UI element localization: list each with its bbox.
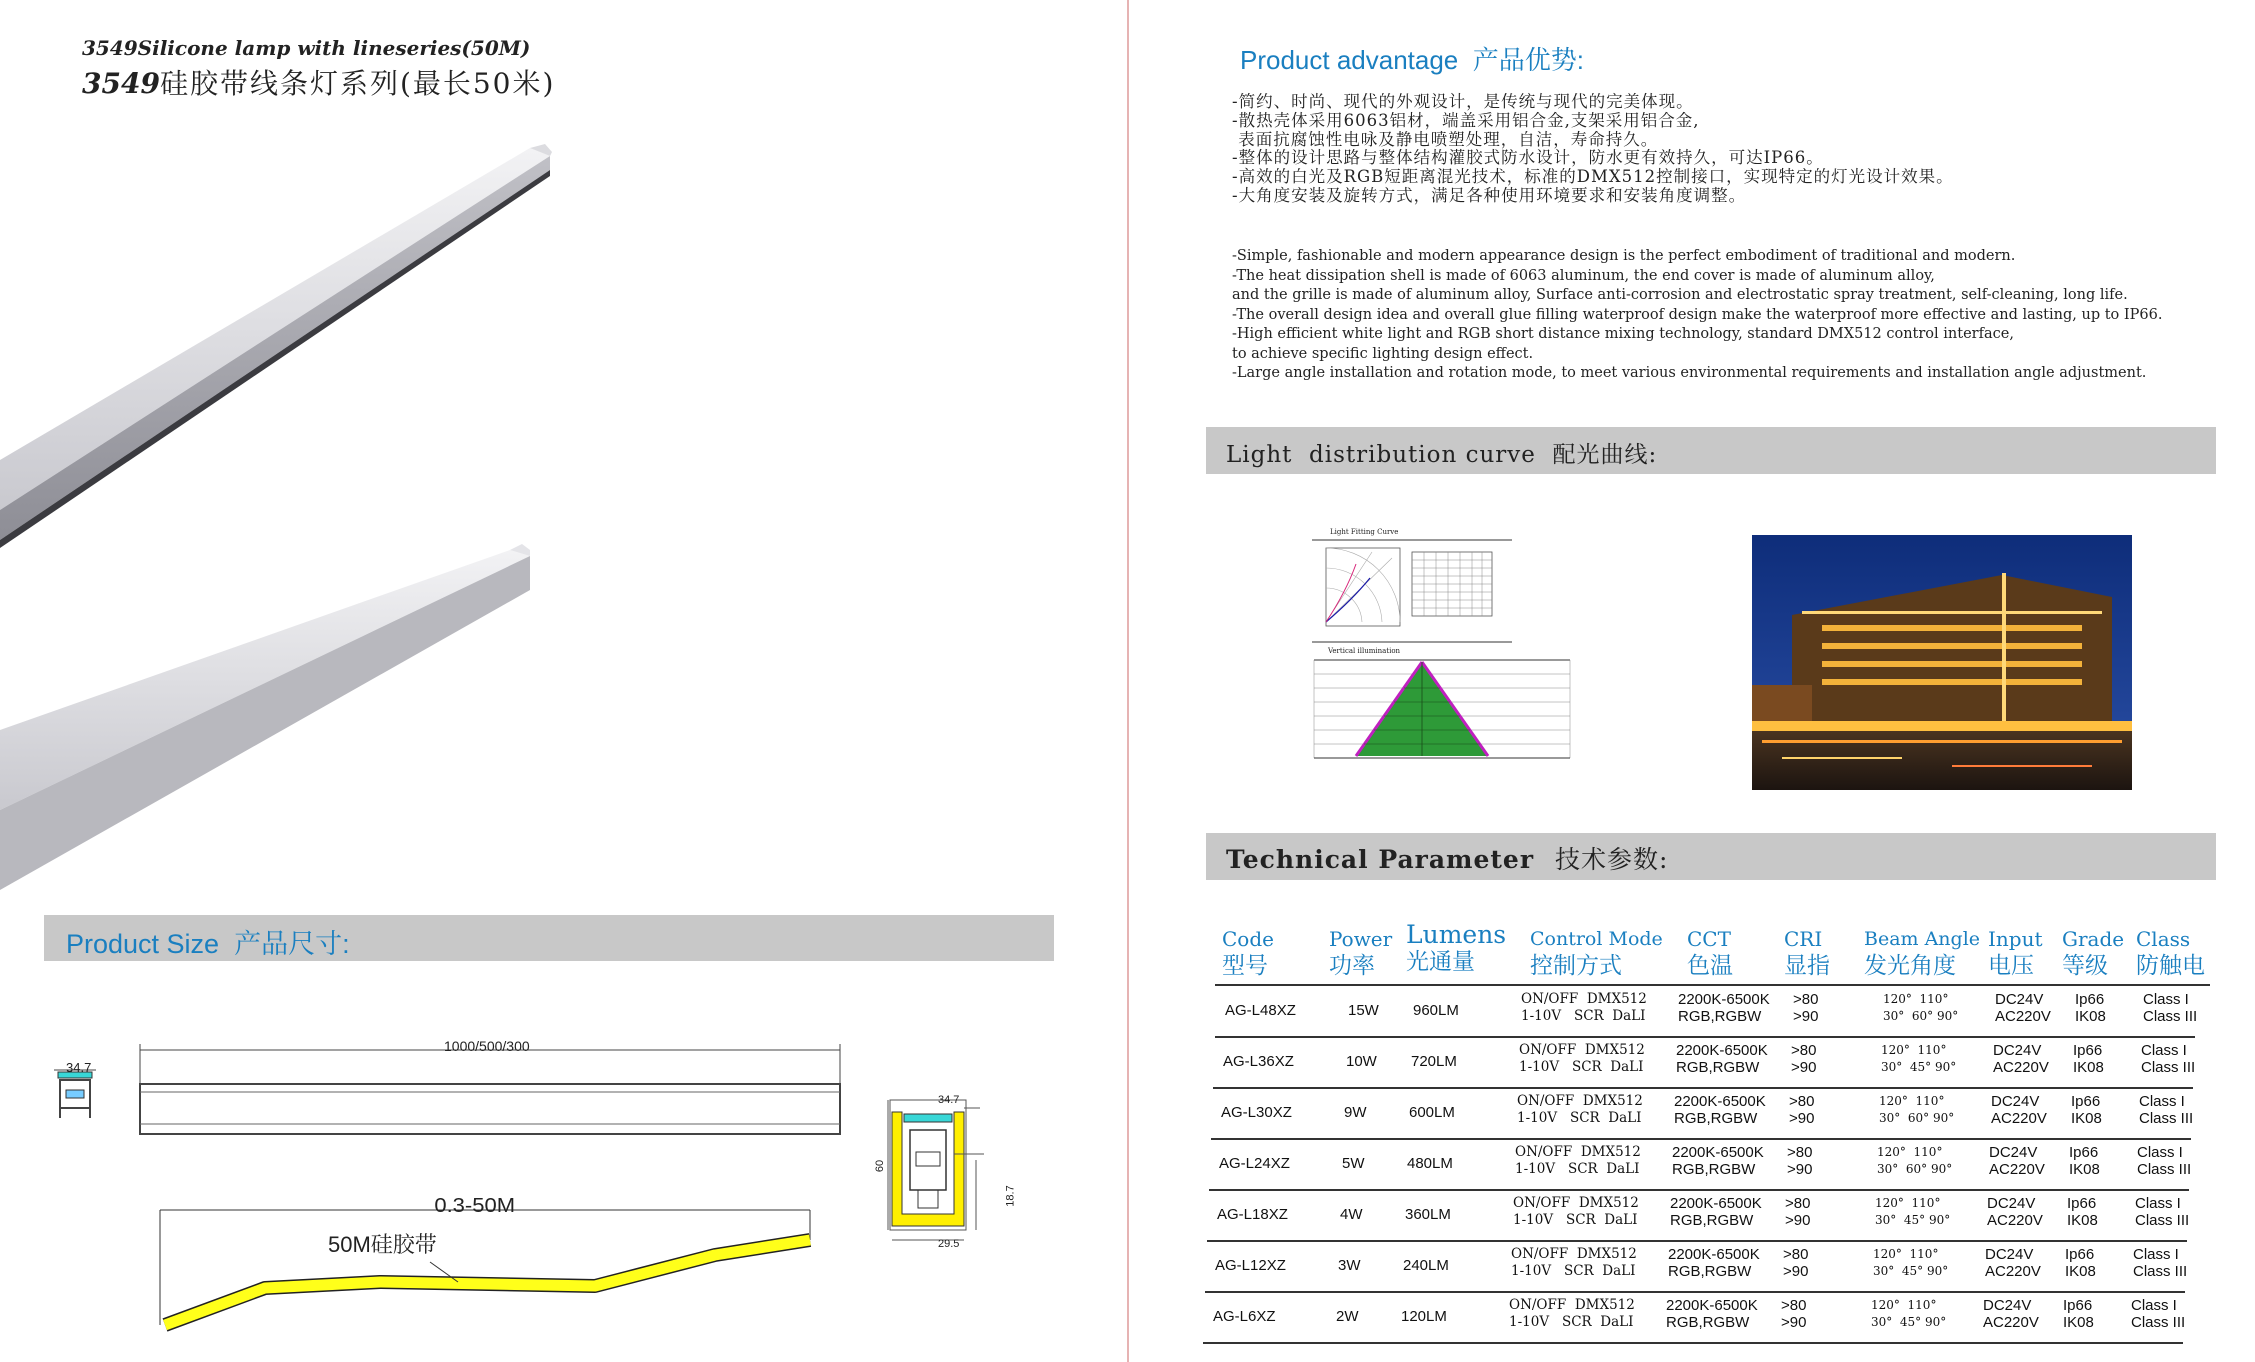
table-cell-cct1 bbox=[1674, 1093, 1766, 1127]
table-cell-ctrl1 bbox=[1517, 1093, 1643, 1127]
header-beam bbox=[1864, 926, 1980, 978]
advantage-en-line: -The overall design idea and overall glue filling waterproof design make the waterproof more effective and lasting, up to IP66. bbox=[1232, 306, 2163, 323]
header-grade bbox=[2062, 926, 2124, 978]
table-cell-lumens: 600LM bbox=[1409, 1104, 1455, 1121]
header-en: Beam Angle bbox=[1864, 928, 1981, 950]
header-en: Class bbox=[2136, 927, 2191, 951]
table-cell-ctrl1 bbox=[1509, 1297, 1635, 1331]
table-cell-cri1 bbox=[1791, 1042, 1816, 1076]
table-cell-line: >80 bbox=[1789, 1093, 1815, 1110]
table-cell-code: AG-L18XZ bbox=[1217, 1206, 1288, 1223]
table-cell-line: Ip66 bbox=[2071, 1093, 2101, 1110]
table-cell-in1 bbox=[1991, 1093, 2047, 1127]
header-cct bbox=[1687, 926, 1733, 978]
advantage-cn-block bbox=[1232, 93, 1954, 206]
table-row bbox=[1205, 1241, 2188, 1293]
vertical-caption: Vertical illumination bbox=[1328, 647, 1401, 655]
table-cell-line: RGB,RGBW bbox=[1674, 1110, 1758, 1127]
table-cell-line: 30° 45° 90° bbox=[1873, 1264, 1949, 1278]
table-cell-line: 120° 110° bbox=[1879, 1094, 1945, 1108]
table-cell-line: Class I bbox=[2137, 1144, 2183, 1161]
table-cell-line: Ip66 bbox=[2063, 1297, 2093, 1314]
table-cell-line: 30° 45° 90° bbox=[1881, 1060, 1957, 1074]
table-cell-line: Class III bbox=[2143, 1008, 2198, 1025]
table-cell-line: 120° 110° bbox=[1871, 1298, 1937, 1312]
header-cri bbox=[1784, 926, 1830, 978]
vertical-illumination bbox=[1274, 656, 1574, 761]
header-en: CRI bbox=[1784, 927, 1823, 951]
table-cell-line: Class I bbox=[2131, 1297, 2177, 1314]
table-row bbox=[1203, 1292, 2186, 1344]
table-row bbox=[1209, 1139, 2192, 1191]
table-cell-line: DC24V bbox=[1991, 1093, 2040, 1110]
table-cell-g1 bbox=[2067, 1195, 2098, 1229]
table-cell-cct1 bbox=[1672, 1144, 1764, 1178]
table-cell-ctrl1 bbox=[1519, 1042, 1645, 1076]
table-cell-line: Class III bbox=[2137, 1161, 2192, 1178]
header-cn: 发光角度 bbox=[1864, 952, 1956, 978]
header-cn: 等级 bbox=[2062, 952, 2108, 978]
table-cell-beam1 bbox=[1881, 1042, 1956, 1076]
table-cell-line: IK08 bbox=[2067, 1212, 2098, 1229]
table-cell-line: DC24V bbox=[1995, 991, 2044, 1008]
table-cell-line: AC220V bbox=[1985, 1263, 2041, 1280]
header-cn: 显指 bbox=[1784, 952, 1830, 978]
table-cell-line: ON/OFF DMX512 bbox=[1521, 991, 1647, 1007]
table-cell-line: ON/OFF DMX512 bbox=[1511, 1246, 1637, 1262]
header-cn: 防触电 bbox=[2136, 952, 2205, 978]
header-cn: 色温 bbox=[1687, 952, 1733, 978]
header-en: Code bbox=[1222, 927, 1274, 951]
cross-section-small bbox=[54, 1070, 96, 1118]
table-cell-line: Class III bbox=[2135, 1212, 2190, 1229]
table-cell-line: ON/OFF DMX512 bbox=[1515, 1144, 1641, 1160]
table-cell-cct1 bbox=[1666, 1297, 1758, 1331]
table-cell-line: IK08 bbox=[2073, 1059, 2104, 1076]
table-cell-c1 bbox=[2141, 1042, 2195, 1076]
profile-bottom-label: 29.5 bbox=[938, 1238, 960, 1250]
header-en: Grade bbox=[2062, 927, 2125, 951]
table-cell-in1 bbox=[1995, 991, 2051, 1025]
table-cell-line: 1-10V SCR DaLI bbox=[1511, 1263, 1636, 1279]
table-cell-cct1 bbox=[1670, 1195, 1762, 1229]
technical-title bbox=[1226, 840, 1668, 876]
table-cell-line: AC220V bbox=[1983, 1314, 2039, 1331]
table-cell-line: IK08 bbox=[2065, 1263, 2096, 1280]
header-cn: 电压 bbox=[1988, 952, 2034, 978]
table-cell-lumens: 360LM bbox=[1405, 1206, 1451, 1223]
table-cell-line: >90 bbox=[1783, 1263, 1809, 1280]
table-cell-power: 5W bbox=[1342, 1155, 1365, 1172]
advantage-en-line: -Simple, fashionable and modern appearance design is the perfect embodiment of traditional and modern. bbox=[1232, 248, 2016, 264]
table-cell-line: IK08 bbox=[2063, 1314, 2094, 1331]
table-cell-power: 2W bbox=[1336, 1308, 1359, 1325]
table-cell-line: Class III bbox=[2133, 1263, 2188, 1280]
product-size-title: Product Size 产品尺寸: bbox=[66, 929, 350, 959]
product-image bbox=[0, 130, 580, 890]
table-cell-c1 bbox=[2135, 1195, 2189, 1229]
strip-length-label: 0.3-50M bbox=[434, 1195, 516, 1217]
title-cn-text: 硅胶带线条灯系列(最长50米) bbox=[159, 67, 556, 100]
advantage-en-block bbox=[1232, 247, 2162, 384]
table-cell-line: Class III bbox=[2139, 1110, 2194, 1127]
page-divider bbox=[1127, 0, 1129, 1362]
table-cell-ctrl1 bbox=[1513, 1195, 1639, 1229]
advantage-cn-line: -大角度安装及旋转方式，满足各种使用环境要求和安装角度调整。 bbox=[1232, 185, 1747, 205]
table-cell-line: Class I bbox=[2141, 1042, 2187, 1059]
title-cn bbox=[82, 62, 555, 102]
table-cell-code: AG-L12XZ bbox=[1215, 1257, 1286, 1274]
table-cell-line: AC220V bbox=[1993, 1059, 2049, 1076]
table-cell-line: >90 bbox=[1787, 1161, 1813, 1178]
table-cell-line: >90 bbox=[1791, 1059, 1817, 1076]
table-cell-line: 30° 60° 90° bbox=[1883, 1009, 1959, 1023]
table-cell-lumens: 480LM bbox=[1407, 1155, 1453, 1172]
table-cell-line: >80 bbox=[1793, 991, 1819, 1008]
table-cell-line: Class I bbox=[2135, 1195, 2181, 1212]
table-cell-line: ON/OFF DMX512 bbox=[1509, 1297, 1635, 1313]
table-cell-lumens: 120LM bbox=[1401, 1308, 1447, 1325]
lamp-bar-lower bbox=[0, 544, 530, 890]
table-cell-lumens: 720LM bbox=[1411, 1053, 1457, 1070]
table-cell-line: ON/OFF DMX512 bbox=[1513, 1195, 1639, 1211]
table-cell-line: 2200K-6500K bbox=[1676, 1042, 1768, 1059]
table-cell-line: DC24V bbox=[1983, 1297, 2032, 1314]
strip-drawing bbox=[150, 1200, 830, 1340]
profile-top-label: 34.7 bbox=[938, 1094, 960, 1106]
table-cell-cct1 bbox=[1678, 991, 1770, 1025]
table-cell-beam1 bbox=[1877, 1144, 1952, 1178]
table-cell-power: 9W bbox=[1344, 1104, 1367, 1121]
table-cell-line: >80 bbox=[1787, 1144, 1813, 1161]
table-cell-line: >80 bbox=[1783, 1246, 1809, 1263]
table-cell-in1 bbox=[1989, 1144, 2045, 1178]
header-control bbox=[1530, 926, 1663, 978]
table-cell-c1 bbox=[2131, 1297, 2185, 1331]
table-cell-in1 bbox=[1983, 1297, 2039, 1331]
table-cell-line: DC24V bbox=[1993, 1042, 2042, 1059]
table-cell-line: 1-10V SCR DaLI bbox=[1521, 1008, 1646, 1024]
table-cell-line: Ip66 bbox=[2069, 1144, 2099, 1161]
table-cell-line: 1-10V SCR DaLI bbox=[1519, 1059, 1644, 1075]
table-cell-c1 bbox=[2139, 1093, 2193, 1127]
advantage-cn-line: -整体的设计思路与整体结构灌胶式防水设计，防水更有效持久，可达IP66。 bbox=[1232, 148, 1824, 168]
advantage-en-line: -Large angle installation and rotation mode, to meet various environmental requirements and installation angle adjustment. bbox=[1232, 365, 2147, 381]
table-cell-line: >80 bbox=[1785, 1195, 1811, 1212]
table-cell-line: AC220V bbox=[1991, 1110, 2047, 1127]
table-cell-code: AG-L24XZ bbox=[1219, 1155, 1290, 1172]
advantage-cn-line: 表面抗腐蚀性电咏及静电喷塑处理，自洁，寿命持久。 bbox=[1232, 129, 1659, 149]
advantage-en-line: -The heat dissipation shell is made of 6063 aluminum, the end cover is made of aluminum alloy, bbox=[1232, 267, 1935, 284]
table-cell-power: 15W bbox=[1348, 1002, 1379, 1019]
dim-width-label: 34.7 bbox=[66, 1060, 92, 1075]
table-cell-line: RGB,RGBW bbox=[1670, 1212, 1754, 1229]
technical-title-cn: 技术参数: bbox=[1554, 845, 1669, 874]
table-cell-power: 4W bbox=[1340, 1206, 1363, 1223]
table-cell-line: Class III bbox=[2131, 1314, 2186, 1331]
header-cn: 光通量 bbox=[1406, 948, 1475, 974]
profile-inner-label: 18.7 bbox=[1004, 1185, 1017, 1207]
header-en: Lumens bbox=[1406, 920, 1507, 949]
table-cell-line: IK08 bbox=[2075, 1008, 2106, 1025]
table-row bbox=[1211, 1088, 2194, 1140]
header-en: Input bbox=[1988, 927, 2043, 951]
table-cell-line: 2200K-6500K bbox=[1670, 1195, 1762, 1212]
table-cell-line: >80 bbox=[1791, 1042, 1817, 1059]
header-input bbox=[1988, 926, 2043, 978]
table-cell-cri1 bbox=[1787, 1144, 1812, 1178]
table-cell-line: 120° 110° bbox=[1881, 1043, 1947, 1057]
table-cell-c1 bbox=[2133, 1246, 2187, 1280]
table-cell-line: DC24V bbox=[1987, 1195, 2036, 1212]
table-cell-beam1 bbox=[1875, 1195, 1950, 1229]
table-cell-line: RGB,RGBW bbox=[1678, 1008, 1762, 1025]
table-cell-line: Class I bbox=[2143, 991, 2189, 1008]
light-distribution-title: Light distribution curve 配光曲线: bbox=[1226, 442, 1658, 468]
table-cell-line: IK08 bbox=[2071, 1110, 2102, 1127]
table-cell-code: AG-L48XZ bbox=[1225, 1002, 1296, 1019]
table-cell-code: AG-L6XZ bbox=[1213, 1308, 1276, 1325]
table-row bbox=[1215, 986, 2198, 1038]
table-cell-line: >90 bbox=[1785, 1212, 1811, 1229]
table-cell-line: 1-10V SCR DaLI bbox=[1509, 1314, 1634, 1330]
table-cell-line: 30° 45° 90° bbox=[1875, 1213, 1951, 1227]
curve-caption: Light Fitting Curve bbox=[1330, 528, 1399, 536]
table-cell-line: 2200K-6500K bbox=[1678, 991, 1770, 1008]
table-cell-line: 2200K-6500K bbox=[1672, 1144, 1764, 1161]
strip-name-label: 50M硅胶带 bbox=[328, 1232, 437, 1257]
table-cell-g1 bbox=[2069, 1144, 2100, 1178]
title-cn-number: 3549 bbox=[82, 67, 160, 100]
table-cell-line: Class I bbox=[2133, 1246, 2179, 1263]
header-en: CCT bbox=[1687, 927, 1731, 951]
header-cn: 型号 bbox=[1222, 952, 1268, 978]
table-cell-ctrl1 bbox=[1521, 991, 1647, 1025]
light-fitting-curve bbox=[1312, 538, 1512, 648]
table-cell-line: Ip66 bbox=[2067, 1195, 2097, 1212]
table-cell-in1 bbox=[1993, 1042, 2049, 1076]
table-cell-line: DC24V bbox=[1985, 1246, 2034, 1263]
table-cell-line: RGB,RGBW bbox=[1672, 1161, 1756, 1178]
table-cell-line: 1-10V SCR DaLI bbox=[1515, 1161, 1640, 1177]
profile-drawing bbox=[880, 1090, 1060, 1250]
header-en: Power bbox=[1329, 927, 1393, 951]
table-cell-g1 bbox=[2063, 1297, 2094, 1331]
table-cell-line: 1-10V SCR DaLI bbox=[1517, 1110, 1642, 1126]
technical-title-en: Technical Parameter bbox=[1226, 845, 1535, 874]
table-cell-line: 2200K-6500K bbox=[1674, 1093, 1766, 1110]
table-cell-line: 1-10V SCR DaLI bbox=[1513, 1212, 1638, 1228]
table-cell-cri1 bbox=[1789, 1093, 1814, 1127]
table-cell-line: >90 bbox=[1789, 1110, 1815, 1127]
table-cell-line: ON/OFF DMX512 bbox=[1517, 1093, 1643, 1109]
table-cell-line: >90 bbox=[1781, 1314, 1807, 1331]
table-row bbox=[1207, 1190, 2190, 1242]
table-cell-line: AC220V bbox=[1987, 1212, 2043, 1229]
table-cell-line: AC220V bbox=[1989, 1161, 2045, 1178]
table-cell-beam1 bbox=[1879, 1093, 1954, 1127]
profile-height-label: 60 bbox=[874, 1159, 887, 1173]
table-cell-code: AG-L30XZ bbox=[1221, 1104, 1292, 1121]
advantage-cn-line: -高效的白光及RGB短距离混光技术，标准的DMX512控制接口，实现特定的灯光设计效果。 bbox=[1232, 167, 1954, 187]
header-lumens bbox=[1406, 922, 1506, 974]
table-cell-line: 30° 60° 90° bbox=[1877, 1162, 1953, 1176]
table-cell-line: ON/OFF DMX512 bbox=[1519, 1042, 1645, 1058]
table-cell-lumens: 240LM bbox=[1403, 1257, 1449, 1274]
table-cell-g1 bbox=[2073, 1042, 2104, 1076]
table-cell-cct1 bbox=[1668, 1246, 1760, 1280]
table-cell-line: 30° 60° 90° bbox=[1879, 1111, 1955, 1125]
table-cell-beam1 bbox=[1871, 1297, 1946, 1331]
table-cell-line: Class III bbox=[2141, 1059, 2196, 1076]
advantage-en-line: and the grille is made of aluminum alloy, Surface anti-corrosion and electrostatic spray treatment, self-cleaning, long life. bbox=[1232, 287, 2128, 303]
advantage-cn-line: -散热壳体采用6063铝材，端盖采用铝合金,支架采用铝合金, bbox=[1232, 110, 1700, 130]
table-cell-line: >90 bbox=[1793, 1008, 1819, 1025]
table-cell-line: 120° 110° bbox=[1873, 1247, 1939, 1261]
table-cell-line: RGB,RGBW bbox=[1676, 1059, 1760, 1076]
table-cell-ctrl1 bbox=[1511, 1246, 1637, 1280]
table-cell-power: 10W bbox=[1346, 1053, 1377, 1070]
title-en: 3549Silicone lamp with lineseries(50M) bbox=[82, 36, 531, 60]
table-cell-line: 120° 110° bbox=[1883, 992, 1949, 1006]
table-cell-g1 bbox=[2065, 1246, 2096, 1280]
table-cell-cri1 bbox=[1781, 1297, 1806, 1331]
table-cell-in1 bbox=[1985, 1246, 2041, 1280]
table-cell-cri1 bbox=[1785, 1195, 1810, 1229]
table-cell-in1 bbox=[1987, 1195, 2043, 1229]
table-cell-line: 120° 110° bbox=[1877, 1145, 1943, 1159]
table-cell-line: IK08 bbox=[2069, 1161, 2100, 1178]
table-cell-c1 bbox=[2137, 1144, 2191, 1178]
table-cell-beam1 bbox=[1873, 1246, 1948, 1280]
table-cell-line: DC24V bbox=[1989, 1144, 2038, 1161]
table-cell-c1 bbox=[2143, 991, 2197, 1025]
advantage-cn-line: -简约、时尚、现代的外观设计，是传统与现代的完美体现。 bbox=[1232, 92, 1694, 111]
lamp-bar-upper bbox=[0, 144, 552, 548]
table-cell-line: Class I bbox=[2139, 1093, 2185, 1110]
table-cell-line: >80 bbox=[1781, 1297, 1807, 1314]
table-cell-line: Ip66 bbox=[2073, 1042, 2103, 1059]
table-cell-line: 2200K-6500K bbox=[1666, 1297, 1758, 1314]
table-cell-cri1 bbox=[1793, 991, 1818, 1025]
table-cell-code: AG-L36XZ bbox=[1223, 1053, 1294, 1070]
advantage-title: Product advantage 产品优势: bbox=[1240, 45, 1584, 75]
advantage-en-line: to achieve specific lighting design effect. bbox=[1232, 345, 1534, 362]
header-cn: 控制方式 bbox=[1530, 952, 1622, 978]
table-cell-cct1 bbox=[1676, 1042, 1768, 1076]
building-night-photo bbox=[1752, 535, 2132, 790]
header-power bbox=[1329, 926, 1392, 978]
header-class bbox=[2136, 926, 2205, 978]
header-code bbox=[1222, 926, 1274, 978]
table-cell-line: RGB,RGBW bbox=[1666, 1314, 1750, 1331]
table-cell-line: AC220V bbox=[1995, 1008, 2051, 1025]
table-cell-line: Ip66 bbox=[2065, 1246, 2095, 1263]
table-cell-cri1 bbox=[1783, 1246, 1808, 1280]
table-cell-g1 bbox=[2071, 1093, 2102, 1127]
table-cell-line: 2200K-6500K bbox=[1668, 1246, 1760, 1263]
table-cell-line: RGB,RGBW bbox=[1668, 1263, 1752, 1280]
table-cell-lumens: 960LM bbox=[1413, 1002, 1459, 1019]
header-cn: 功率 bbox=[1329, 952, 1375, 978]
header-en: Control Mode bbox=[1530, 928, 1663, 950]
table-cell-power: 3W bbox=[1338, 1257, 1361, 1274]
table-cell-ctrl1 bbox=[1515, 1144, 1641, 1178]
table-cell-line: Ip66 bbox=[2075, 991, 2105, 1008]
dim-length-label: 1000/500/300 bbox=[444, 1038, 530, 1054]
table-row bbox=[1213, 1037, 2196, 1089]
table-cell-g1 bbox=[2075, 991, 2106, 1025]
advantage-en-line: -High efficient white light and RGB short distance mixing technology, standard DMX512 control interface, bbox=[1232, 326, 2014, 342]
table-cell-line: 30° 45° 90° bbox=[1871, 1315, 1947, 1329]
table-cell-line: 120° 110° bbox=[1875, 1196, 1941, 1210]
table-cell-beam1 bbox=[1883, 991, 1958, 1025]
